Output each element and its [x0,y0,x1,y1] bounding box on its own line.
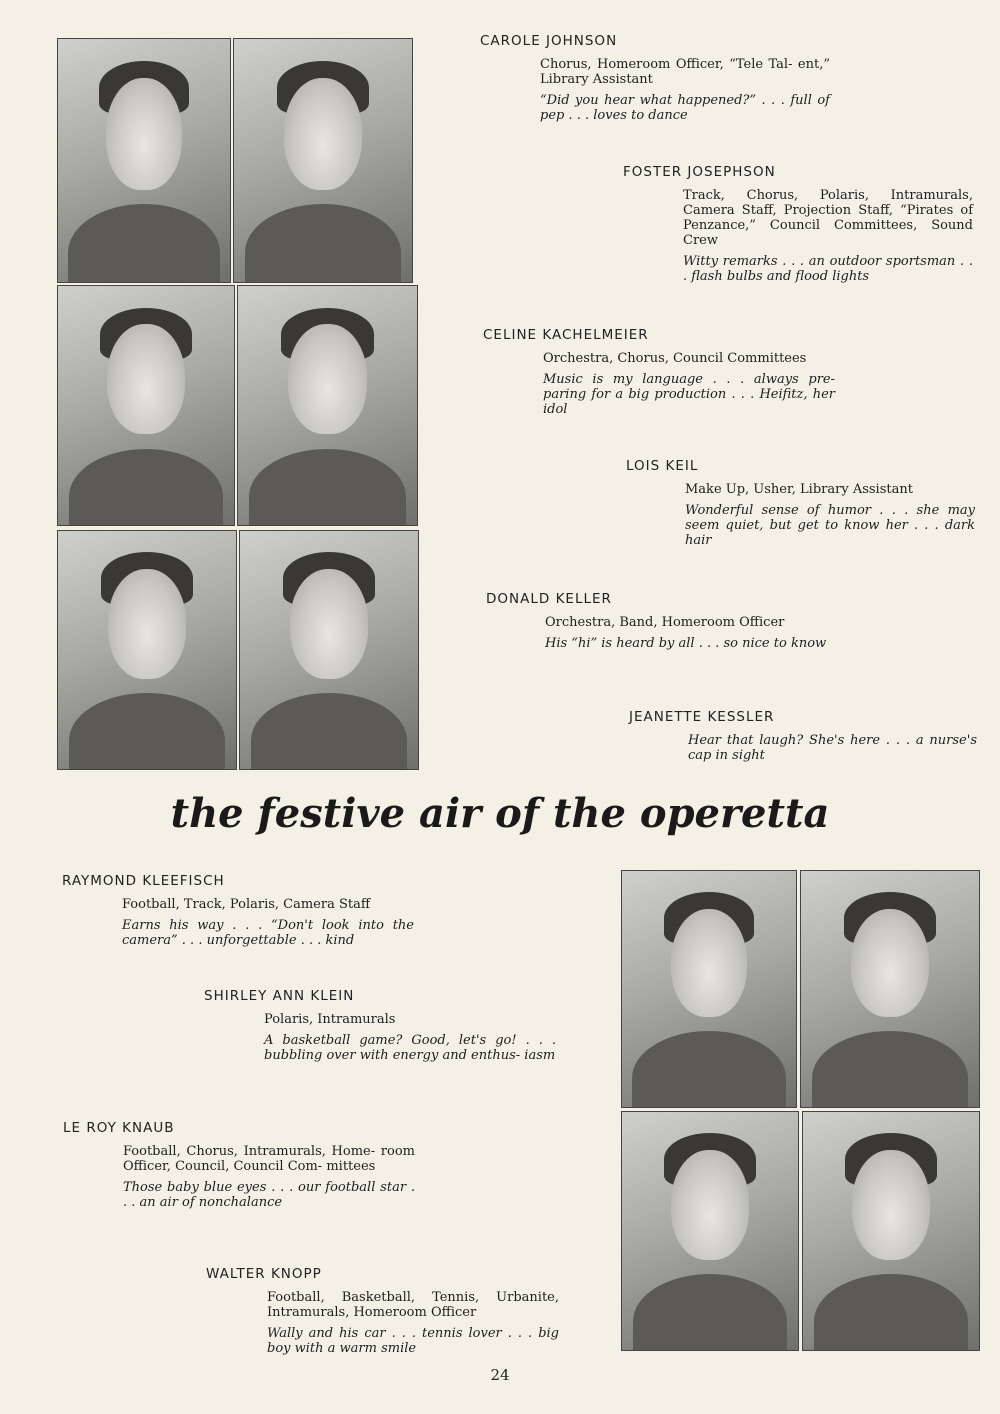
portrait-lois-keil [237,285,418,526]
student-name: DONALD KELLER [486,591,612,607]
student-activities: Make Up, Usher, Library Assistant [685,482,913,497]
student-quote: His “hi” is heard by all . . . so nice to know [545,636,827,651]
student-name: CAROLE JOHNSON [480,33,618,49]
student-quote: Those baby blue eyes . . . our football star . . . an air of nonchalance [123,1180,415,1210]
entry-celine-kachelmeier [483,327,835,417]
entry-le-roy-knaub [63,1120,415,1210]
student-activities: Orchestra, Band, Homeroom Officer [545,615,785,630]
student-activities: Football, Chorus, Intramurals, Home- room Officer, Council, Council Com- mittees [123,1144,415,1174]
student-quote: Wonderful sense of humor . . . she may seem quiet, but get to know her . . . dark hair [685,503,975,548]
student-activities: Football, Basketball, Tennis, Urbanite, Intramurals, Homeroom Officer [267,1290,559,1320]
portrait-donald-keller [57,530,237,770]
portrait-foster-josephson [233,38,413,283]
entry-donald-keller [486,591,837,651]
student-quote: Earns his way . . . “Don't look into the camera” . . . unforgettable . . . kind [122,918,414,948]
student-activities: Polaris, Intramurals [264,1012,396,1027]
student-quote: “Did you hear what happened?” . . . full of pep . . . loves to dance [540,93,830,123]
student-activities: Orchestra, Chorus, Council Committees [543,351,807,366]
student-quote: A basketball game? Good, let's go! . . . bubbling over with energy and enthus- iasm [264,1033,556,1063]
entry-lois-keil [626,458,975,548]
entry-foster-josephson [623,164,973,284]
student-activities: Chorus, Homeroom Officer, “Tele Tal- ent,” Library Assistant [540,57,830,87]
page-number: 24 [490,1366,510,1384]
student-name: LE ROY KNAUB [63,1120,175,1136]
student-quote: Wally and his car . . . tennis lover . . . big boy with a warm smile [267,1326,559,1356]
student-quote: Witty remarks . . . an outdoor sportsman . . . flash bulbs and flood lights [683,254,973,284]
student-name: CELINE KACHELMEIER [483,327,649,343]
entry-shirley-ann-klein [204,988,556,1063]
portrait-jeanette-kessler [239,530,419,770]
entry-carole-johnson [480,33,830,123]
portrait-celine-kachelmeier [57,285,235,526]
student-name: JEANETTE KESSLER [629,709,775,725]
portrait-raymond-kleefisch [621,870,797,1108]
entry-walter-knopp [206,1266,559,1356]
portrait-walter-knopp [802,1111,980,1351]
portrait-shirley-ann-klein [800,870,980,1108]
page-headline: the festive air of the operetta [170,790,830,837]
student-activities: Football, Track, Polaris, Camera Staff [122,897,371,912]
student-quote: Hear that laugh? She's here . . . a nurse's cap in sight [688,733,977,763]
portrait-le-roy-knaub [621,1111,799,1351]
portrait-carole-johnson [57,38,231,283]
entry-raymond-kleefisch [62,873,414,948]
student-name: LOIS KEIL [626,458,699,474]
entry-jeanette-kessler [629,709,977,763]
student-name: FOSTER JOSEPHSON [623,164,776,180]
student-quote: Music is my language . . . always pre- paring for a big production . . . Heifitz, her idol [543,372,835,417]
student-name: SHIRLEY ANN KLEIN [204,988,355,1004]
student-name: WALTER KNOPP [206,1266,322,1282]
student-name: RAYMOND KLEEFISCH [62,873,225,889]
student-activities: Track, Chorus, Polaris, Intramurals, Camera Staff, Projection Staff, “Pirates of Penzance,” Council Committees, Sound Crew [683,188,973,248]
